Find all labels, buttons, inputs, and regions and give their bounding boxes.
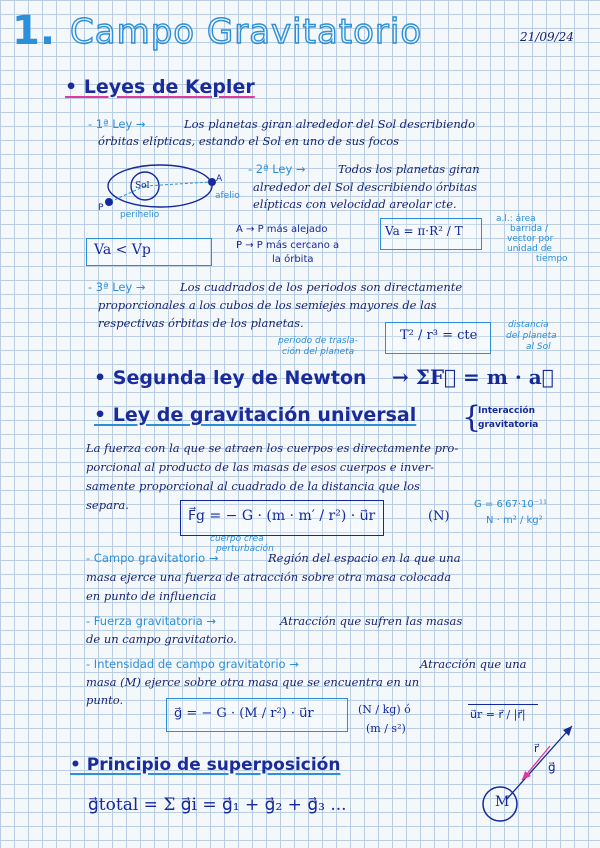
- gravitation-heading: • Ley de gravitación universal: [94, 404, 417, 426]
- speed-relation: Va < Vp: [94, 242, 151, 258]
- date: 21/09/24: [520, 30, 574, 44]
- perihelion-label: perihelio: [120, 210, 160, 220]
- g-value-1: G = 6′67·10⁻¹¹: [474, 499, 548, 510]
- law3-label: - 3ª Ley →: [88, 280, 146, 294]
- areolar-note-3: vector por: [507, 234, 554, 244]
- point-a-label: A: [216, 174, 223, 184]
- newton-formula: → ΣF⃗ = m · a⃗: [392, 365, 554, 389]
- force-text-2: de un campo gravitatorio.: [86, 632, 237, 646]
- intensity-text-3: punto.: [86, 693, 124, 707]
- law1-text-2: órbitas elípticas, estando el Sol en uno de sus focos: [98, 134, 400, 148]
- intensity-text-2: masa (M) ejerce sobre otra masa que se encuentra en un: [86, 675, 420, 689]
- intensity-formula: g⃗ = − G · (M / r²) · u⃗r: [174, 706, 314, 721]
- aphelion-point: [208, 178, 216, 186]
- gravitation-text-2: porcional al producto de las masas de esos cuerpos e inver-: [86, 460, 435, 474]
- brace-line-1: Interacción: [478, 406, 536, 416]
- page-title: Campo Gravitatorio: [70, 12, 423, 52]
- perturbation-note-1: cuerpo crea: [210, 534, 264, 544]
- force-text-1: Atracción que sufren las masas: [280, 614, 463, 628]
- gravitation-formula: F⃗g = − G · (m · m′ / r²) · u⃗r: [188, 508, 376, 524]
- p-note-1: P → P más cercano a: [236, 240, 340, 251]
- intensity-unit-2: (m / s²): [366, 722, 406, 735]
- brace-symbol: {: [462, 400, 482, 435]
- superposition-heading: • Principio de superposición: [70, 755, 341, 775]
- aphelion-line: [145, 182, 210, 186]
- p-note-2: la órbita: [272, 254, 314, 265]
- r-vector: [506, 726, 572, 800]
- areolar-formula: Va = π·R² / T: [385, 224, 463, 238]
- distance-note-2: del planeta: [506, 331, 557, 341]
- law2-text-3: elípticas con velocidad areolar cte.: [253, 197, 457, 211]
- a-note: A → P más alejado: [236, 224, 328, 235]
- field-vector-diagram: [470, 712, 590, 832]
- field-text-2: masa ejerce una fuerza de atracción sobre otra masa colocada: [86, 570, 452, 584]
- vector-g-label: g⃗: [548, 760, 556, 774]
- sun-label: Sol: [135, 181, 150, 191]
- gravitation-text-4: separa.: [86, 498, 129, 512]
- force-label: - Fuerza gravitatoria →: [86, 614, 217, 628]
- gravitation-text-1: La fuerza con la que se atraen los cuerpos es directamente pro-: [86, 441, 459, 455]
- distance-note-3: al Sol: [526, 342, 551, 352]
- law2-label: - 2ª Ley →: [248, 162, 306, 176]
- areolar-note-1: a.l.: área: [496, 214, 536, 224]
- g-value-2: N · m² / kg²: [486, 515, 543, 526]
- distance-note-1: distancia: [508, 320, 549, 330]
- law3-text-1: Los cuadrados de los periodos son directamente: [180, 280, 463, 294]
- law1-text-1: Los planetas giran alrededor del Sol describiendo: [184, 117, 476, 131]
- field-text-3: en punto de influencia: [86, 589, 217, 603]
- intensity-text-1: Atracción que una: [420, 657, 527, 671]
- law3-text-3: respectivas órbitas de los planetas.: [98, 316, 304, 330]
- section-number: 1.: [12, 8, 56, 54]
- orbit-ellipse: [108, 165, 212, 207]
- point-p-label: P: [98, 203, 104, 213]
- intensity-unit-1: (N / kg) ó: [358, 703, 411, 716]
- perihelion-point: [105, 198, 113, 206]
- period-note-1: periodo de trasla-: [278, 336, 358, 346]
- kepler-heading: • Leyes de Kepler: [65, 76, 255, 98]
- newton-heading: • Segunda ley de Newton: [94, 367, 367, 389]
- law2-text-1: Todos los planetas giran: [338, 162, 480, 176]
- period-note-2: ción del planeta: [282, 347, 355, 357]
- field-text-1: Región del espacio en la que una: [268, 551, 461, 565]
- areolar-note-4: unidad de: [507, 244, 552, 254]
- mass-label: M: [495, 794, 510, 810]
- law1-label: - 1ª Ley →: [88, 117, 146, 131]
- field-label: - Campo gravitatorio →: [86, 551, 219, 565]
- law2-text-2: alrededor del Sol describiendo órbitas: [253, 180, 477, 194]
- intensity-label: - Intensidad de campo gravitatorio →: [86, 657, 299, 671]
- unit-vector: u⃗r = r⃗ / |r⃗|: [470, 708, 526, 721]
- law3-text-2: proporcionales a los cubos de los semiejes mayores de las: [98, 298, 437, 312]
- vector-r-label: r⃗: [534, 742, 539, 755]
- areolar-note-2: barrida /: [510, 224, 549, 234]
- aphelion-label: afelio: [215, 191, 240, 201]
- gravitation-unit: (N): [428, 509, 450, 524]
- superposition-formula: g⃗total = Σ g⃗i = g⃗₁ + g⃗₂ + g⃗₃ ...: [88, 795, 347, 815]
- areolar-note-5: tiempo: [536, 254, 568, 264]
- perturbation-note-2: perturbación: [216, 544, 274, 554]
- gravitation-text-3: samente proporcional al cuadrado de la distancia que los: [86, 479, 420, 493]
- brace-line-2: gravitatoria: [478, 420, 539, 430]
- law3-formula: T² / r³ = cte: [400, 328, 478, 343]
- g-arrow-head: [522, 771, 531, 780]
